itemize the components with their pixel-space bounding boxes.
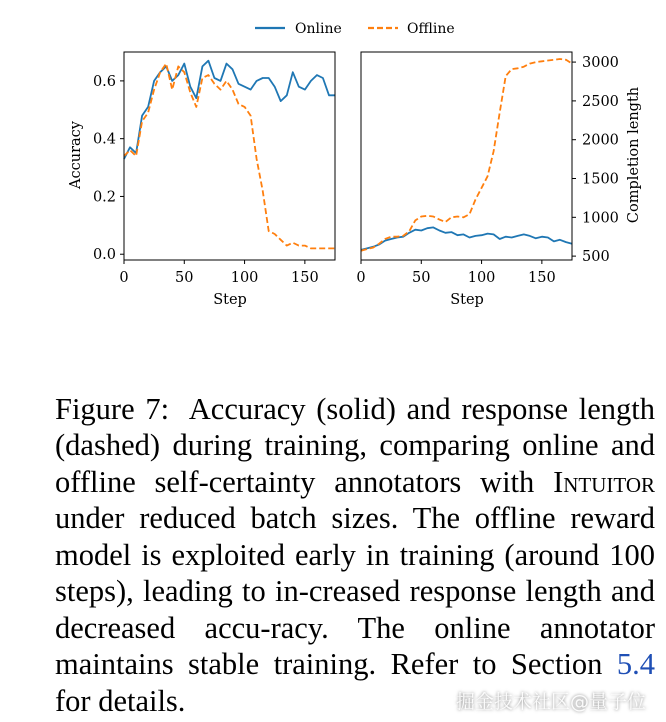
completion-length-chart (356, 52, 642, 308)
watermark-text: 掘金技术社区@量子位 (455, 691, 646, 713)
completion-length-x-tick-label: 50 (412, 270, 431, 286)
accuracy-y-label: Accuracy (68, 121, 84, 189)
section-reference-link[interactable]: 5.4 (616, 647, 655, 681)
completion-length-y-label: Completion length (626, 86, 642, 224)
accuracy-series-online (124, 61, 335, 159)
accuracy-y-tick-label: 0.4 (92, 131, 116, 148)
accuracy-x-tick-label: 100 (230, 270, 259, 286)
intuitor-name: Intuitor (553, 464, 656, 499)
figure-caption (55, 391, 655, 720)
legend-online-label: Online (295, 21, 342, 37)
accuracy-y-tick-label: 0.2 (92, 189, 116, 206)
caption-text-part-1: Accuracy (solid) and response length (dashed) during training, comparing online and offline self-certainty annotators with (55, 391, 655, 499)
figure-label: Figure 7: (55, 391, 170, 426)
completion-length-y-tick-label: 3000 (582, 55, 619, 72)
completion-length-y-tick-label: 1500 (582, 171, 619, 188)
completion-length-frame (361, 52, 572, 260)
accuracy-series-offline (124, 64, 335, 249)
completion-length-y-tick-label: 2500 (582, 93, 619, 110)
legend (255, 21, 455, 37)
figure-plot-area (0, 0, 666, 350)
completion-length-series-offline (361, 59, 572, 251)
completion-length-series-online (361, 227, 572, 250)
legend-offline-label: Offline (407, 21, 455, 37)
completion-length-x-tick-label: 100 (467, 270, 496, 286)
completion-length-x-label: Step (450, 292, 484, 308)
accuracy-x-tick-label: 50 (175, 270, 194, 286)
completion-length-x-tick-label: 150 (528, 270, 556, 286)
completion-length-y-tick-label: 1000 (582, 210, 619, 227)
accuracy-x-label: Step (213, 292, 247, 308)
caption-text-part-2: under reduced batch sizes. The offline reward model is exploited early in training (around 100 steps), leading to in-creased response length and decreased accu-racy. The online annotator maintains stable training. Refer to Section (55, 501, 655, 681)
completion-length-x-tick-label: 0 (356, 270, 366, 286)
accuracy-y-tick-label: 0.0 (92, 247, 116, 264)
accuracy-y-tick-label: 0.6 (92, 73, 116, 90)
accuracy-x-tick-label: 150 (291, 270, 319, 286)
accuracy-chart (68, 52, 335, 308)
completion-length-y-tick-label: 2000 (582, 132, 619, 149)
completion-length-y-tick-label: 500 (582, 249, 610, 266)
caption-text-part-3: for details. (55, 683, 186, 718)
accuracy-x-tick-label: 0 (119, 270, 129, 286)
